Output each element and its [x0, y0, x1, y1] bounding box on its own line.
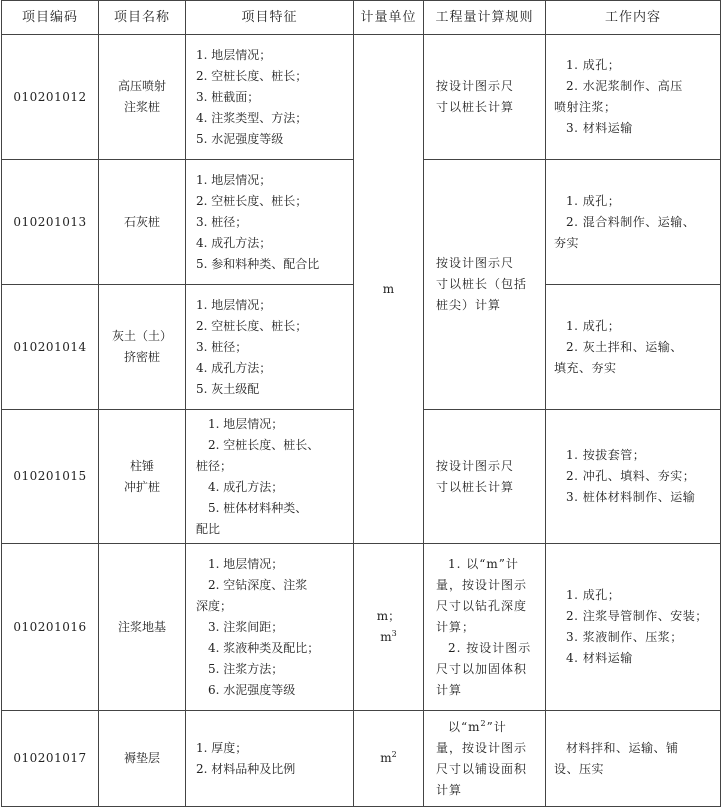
calc-rule: 按设计图示尺 寸以桩长计算	[424, 35, 546, 160]
item-code: 010201014	[2, 285, 99, 410]
item-code: 010201013	[2, 160, 99, 285]
work-content: 1. 按拔套管； 2. 冲孔、填料、夯实； 3. 桩体材料制作、运输	[546, 410, 721, 544]
item-code: 010201017	[2, 711, 99, 807]
calc-rule: 以“$m^2$”计 量，按设计图示 尺寸以铺设面积 计算	[424, 711, 546, 807]
table-row	[2, 35, 721, 160]
work-content: 1. 成孔； 2. 灰土拌和、运输、 填充、夯实	[546, 285, 721, 410]
calc-rule: 按设计图示尺 寸以桩长（包括 桩尖）计算	[424, 160, 546, 410]
item-features: 1. 地层情况； 2. 空桩长度、桩长； 3. 桩截面； 4. 注浆类型、方法； 5. 水泥强度等级	[186, 35, 354, 160]
unit-m2: $m^2$	[354, 711, 424, 807]
spec-table	[1, 0, 721, 807]
header-name: 项目名称	[99, 1, 186, 35]
header-code: 项目编码	[2, 1, 99, 35]
work-content: 1. 成孔； 2. 水泥浆制作、高压 喷射注浆； 3. 材料运输	[546, 35, 721, 160]
item-code: 010201012	[2, 35, 99, 160]
header-row	[2, 1, 721, 35]
table-row	[2, 544, 721, 711]
calc-rule: 1. 以“m”计 量，按设计图示 尺寸以钻孔深度 计算； 2. 按设计图示 尺寸以加固体积 计算	[424, 544, 546, 711]
item-name: 柱锤 冲扩桩	[99, 410, 186, 544]
work-content: 1. 成孔； 2. 混合料制作、运输、 夯实	[546, 160, 721, 285]
item-name: 灰土（土） 挤密桩	[99, 285, 186, 410]
work-content: 材料拌和、运输、铺 设、压实	[546, 711, 721, 807]
header-work: 工作内容	[546, 1, 721, 35]
item-features: 1. 地层情况； 2. 空桩长度、桩长、 桩径； 4. 成孔方法； 5. 桩体材料种类、 配比	[186, 410, 354, 544]
header-unit: 计量单位	[354, 1, 424, 35]
table-row	[2, 711, 721, 807]
item-name: 注浆地基	[99, 544, 186, 711]
item-name: 石灰桩	[99, 160, 186, 285]
work-content: 1. 成孔； 2. 注浆导管制作、安装； 3. 浆液制作、压浆； 4. 材料运输	[546, 544, 721, 711]
item-features: 1. 地层情况； 2. 空桩长度、桩长； 3. 桩径； 4. 成孔方法； 5. 参和料种类、配合比	[186, 160, 354, 285]
unit-m-m3: m； $m^3$	[354, 544, 424, 711]
item-features: 1. 地层情况； 2. 空桩长度、桩长； 3. 桩径； 4. 成孔方法； 5. 灰土级配	[186, 285, 354, 410]
header-rule: 工程量计算规则	[424, 1, 546, 35]
header-features: 项目特征	[186, 1, 354, 35]
calc-rule: 按设计图示尺 寸以桩长计算	[424, 410, 546, 544]
item-code: 010201015	[2, 410, 99, 544]
item-features: 1. 地层情况； 2. 空钻深度、注浆 深度； 3. 注浆间距； 4. 浆液种类及配比； 5. 注浆方法； 6. 水泥强度等级	[186, 544, 354, 711]
item-name: 褥垫层	[99, 711, 186, 807]
item-code: 010201016	[2, 544, 99, 711]
item-name: 高压喷射 注浆桩	[99, 35, 186, 160]
unit-m: m	[354, 35, 424, 544]
item-features: 1. 厚度； 2. 材料品种及比例	[186, 711, 354, 807]
